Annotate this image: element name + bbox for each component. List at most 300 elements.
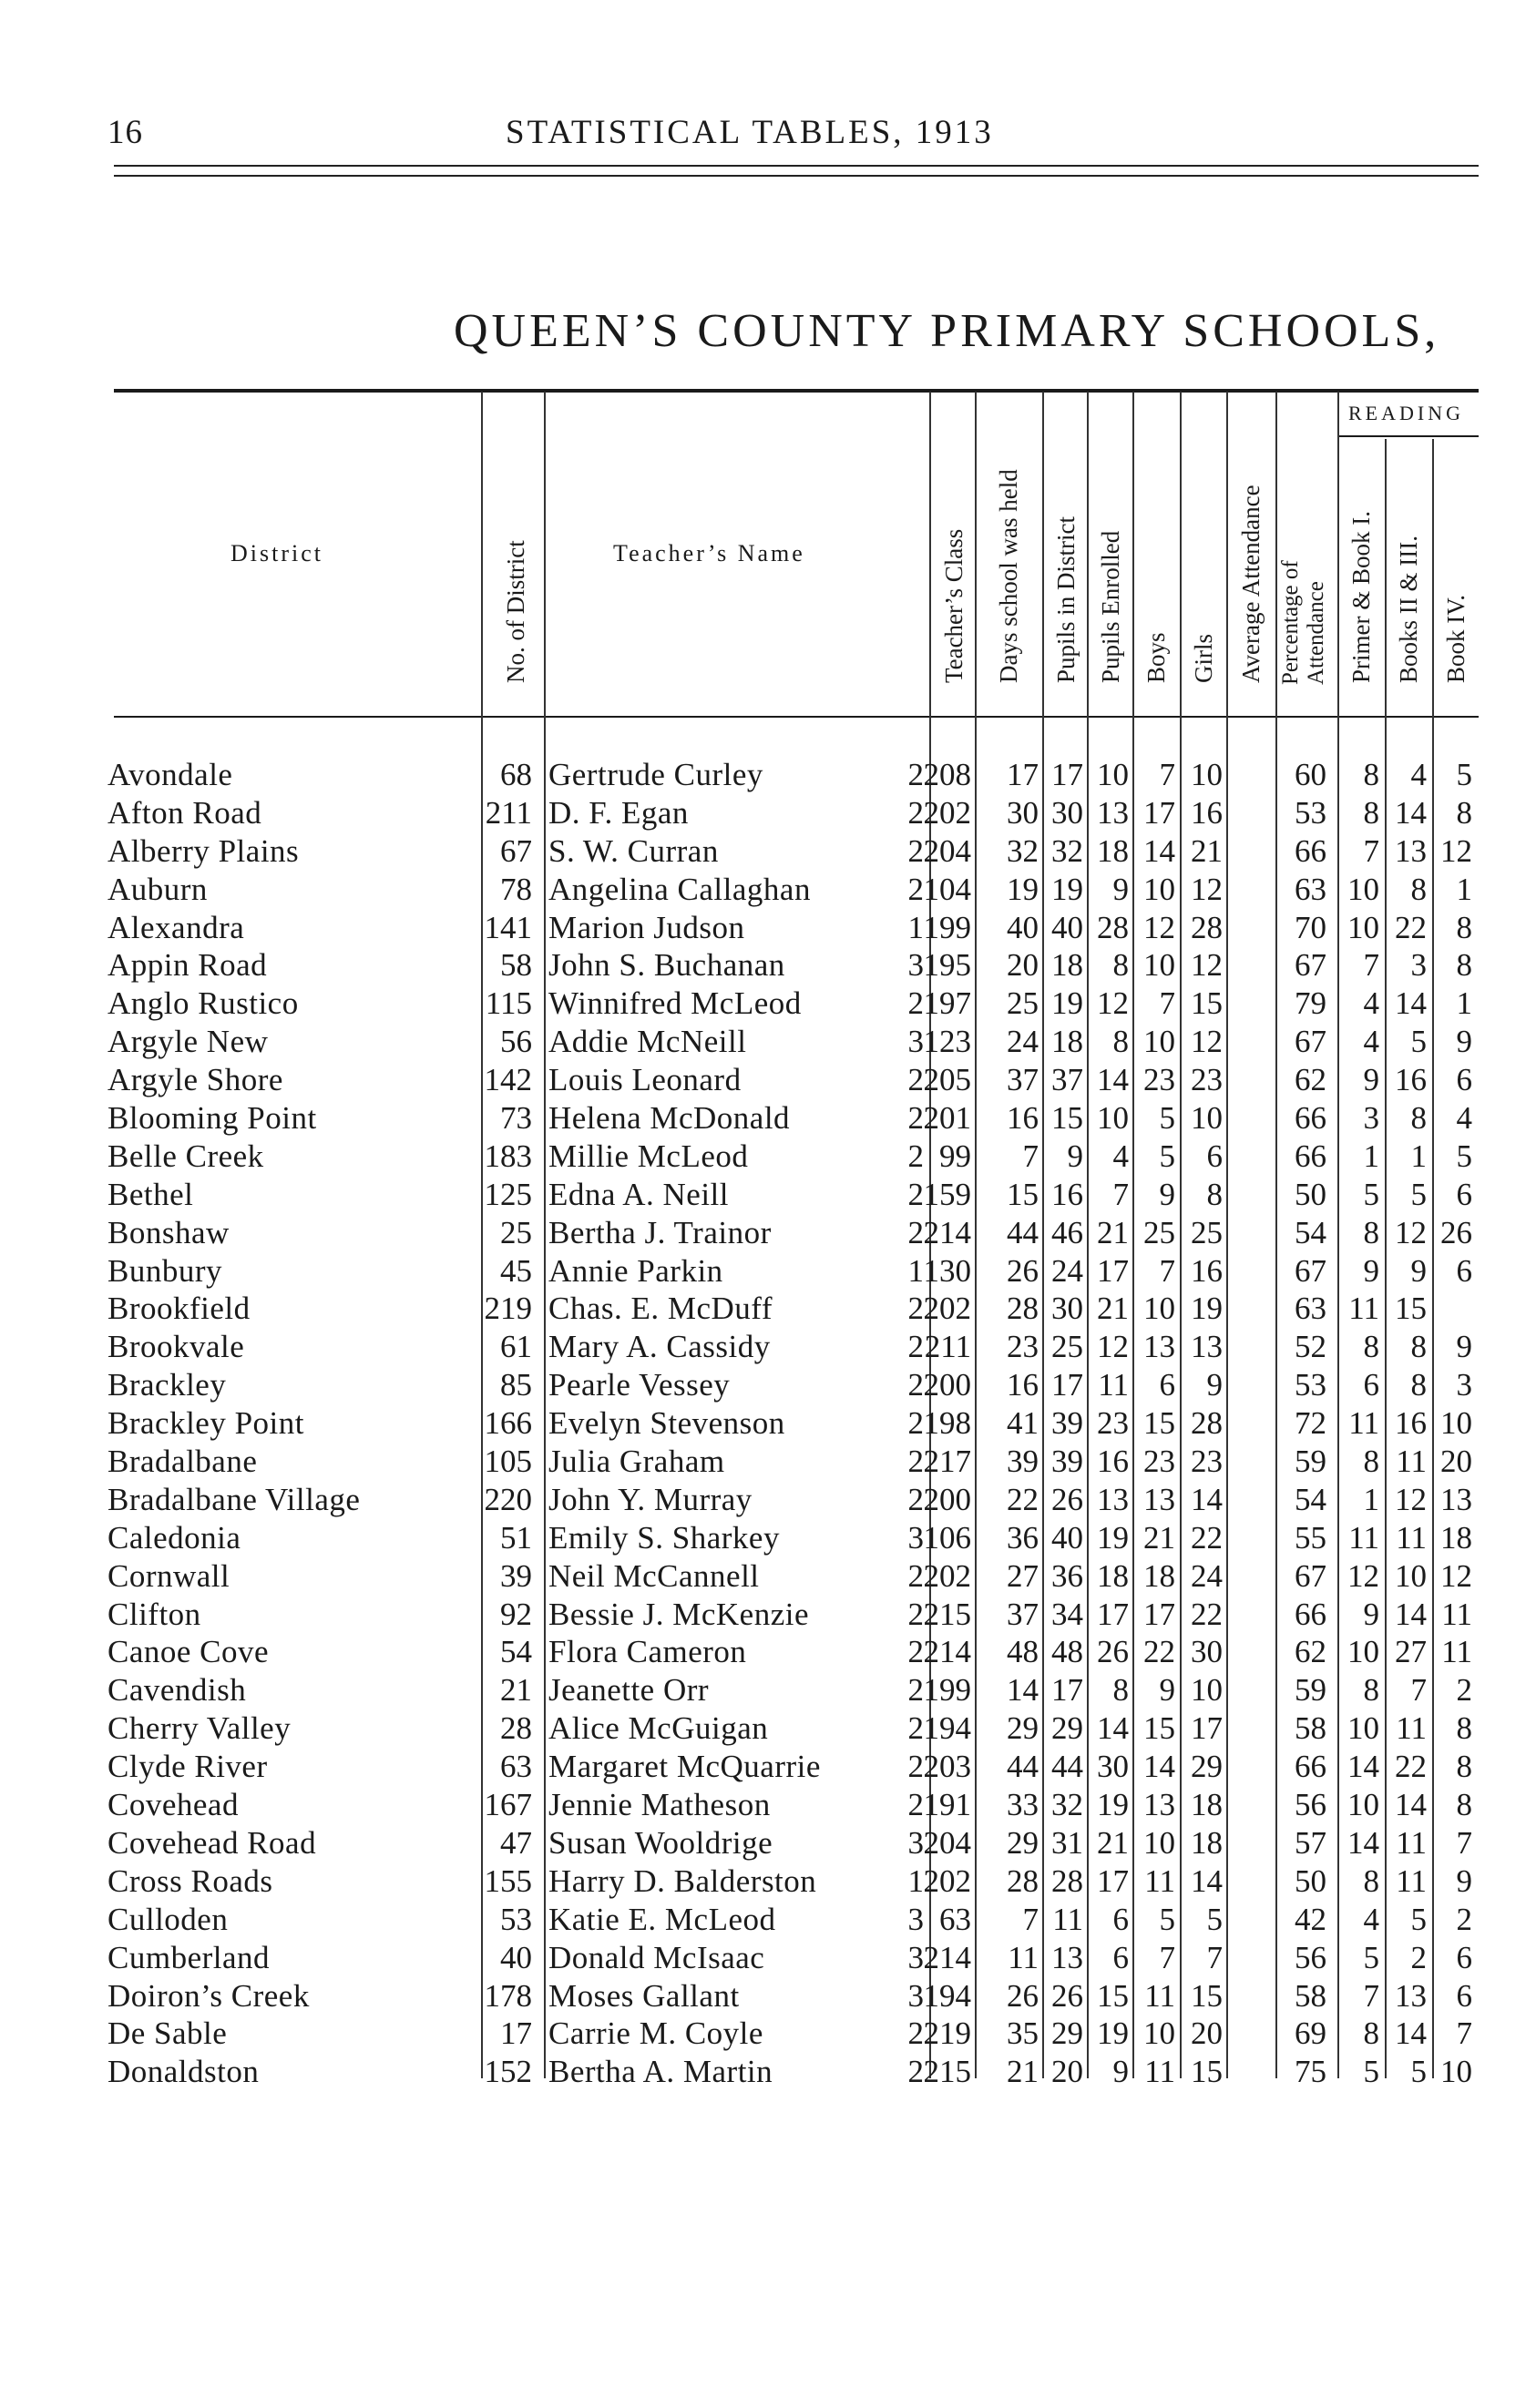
cell-teacher-name: Julia Graham <box>548 1444 725 1480</box>
cell-boys: 18 <box>1097 832 1129 869</box>
cell-books-2-3: 11 <box>1396 1862 1427 1899</box>
cell-teacher-name: Pearle Vessey <box>548 1367 731 1403</box>
cell-district: Brookvale <box>108 1329 245 1365</box>
cell-primer-book1: 11 <box>1348 1291 1379 1327</box>
cell-teachers-class: 2 <box>907 1100 924 1137</box>
cell-teachers-class: 2 <box>907 2015 924 2052</box>
top-rule <box>114 165 1479 167</box>
cell-teacher-name: Bertha A. Martin <box>548 2054 773 2090</box>
cell-average-attendance: 8 <box>1206 1176 1223 1212</box>
cell-boys: 28 <box>1097 909 1129 945</box>
cell-no-of-district: 73 <box>500 1100 532 1137</box>
table-row <box>0 1214 1536 1252</box>
cell-average-attendance: 12 <box>1191 947 1223 984</box>
cell-percentage-attendance: 59 <box>1295 1672 1326 1709</box>
cell-no-of-district: 155 <box>484 1862 532 1899</box>
cell-teacher-name: Mary A. Cassidy <box>548 1329 771 1365</box>
cell-average-attendance: 19 <box>1191 1291 1223 1327</box>
cell-teacher-name: Helena McDonald <box>548 1100 791 1137</box>
cell-book-4: 2 <box>1456 1901 1472 1937</box>
cell-primer-book1: 8 <box>1363 1862 1379 1899</box>
cell-average-attendance: 15 <box>1191 985 1223 1022</box>
cell-books-2-3: 9 <box>1410 1252 1427 1289</box>
cell-teacher-name: Louis Leonard <box>548 1062 742 1098</box>
cell-percentage-attendance: 79 <box>1295 985 1326 1022</box>
cell-boys: 17 <box>1097 1862 1129 1899</box>
cell-primer-book1: 5 <box>1363 1176 1379 1212</box>
cell-book-4: 2 <box>1456 1672 1472 1709</box>
header-pupils-enrolled: Pupils Enrolled <box>1096 530 1124 683</box>
cell-teacher-name: D. F. Egan <box>548 794 689 831</box>
cell-days-held: 200 <box>923 1481 971 1517</box>
header-pupils-in-district: Pupils in District <box>1051 515 1080 683</box>
cell-book-4: 8 <box>1456 947 1472 984</box>
cell-no-of-district: 28 <box>500 1710 532 1747</box>
cell-days-held: 201 <box>923 1100 971 1137</box>
cell-girls: 10 <box>1143 1291 1175 1327</box>
cell-boys: 14 <box>1097 1710 1129 1747</box>
cell-average-attendance: 29 <box>1191 1749 1223 1785</box>
table-row <box>0 2015 1536 2053</box>
cell-teacher-name: Evelyn Stevenson <box>548 1405 785 1442</box>
cell-teachers-class: 2 <box>907 1481 924 1517</box>
cell-teacher-name: S. W. Curran <box>548 832 719 869</box>
cell-pupils-in-district: 44 <box>1007 1749 1039 1785</box>
cell-girls: 7 <box>1159 757 1175 792</box>
cell-primer-book1: 11 <box>1348 1519 1379 1556</box>
table-row <box>0 1977 1536 2015</box>
cell-no-of-district: 141 <box>484 909 532 945</box>
table-row <box>0 946 1536 985</box>
cell-district: Cornwall <box>108 1557 230 1594</box>
cell-days-held: 204 <box>923 832 971 869</box>
cell-book-4: 11 <box>1441 1634 1472 1670</box>
cell-days-held: 194 <box>923 1710 971 1747</box>
cell-pupils-in-district: 39 <box>1007 1444 1039 1480</box>
cell-books-2-3: 4 <box>1410 757 1427 792</box>
cell-books-2-3: 16 <box>1395 1405 1427 1442</box>
cell-books-2-3: 12 <box>1395 1214 1427 1250</box>
cell-percentage-attendance: 53 <box>1295 794 1326 831</box>
cell-district: Brackley Point <box>108 1405 304 1442</box>
cell-primer-book1: 8 <box>1363 1329 1379 1365</box>
cell-no-of-district: 183 <box>484 1138 532 1174</box>
page-title: QUEEN’S COUNTY PRIMARY SCHOOLS, <box>454 305 1440 357</box>
cell-girls: 23 <box>1143 1444 1175 1480</box>
cell-primer-book1: 7 <box>1363 947 1379 984</box>
cell-district: Auburn <box>108 871 208 907</box>
cell-average-attendance: 17 <box>1191 1710 1223 1747</box>
cell-books-2-3: 5 <box>1410 1176 1427 1212</box>
cell-pupils-enrolled: 13 <box>1051 1939 1083 1975</box>
cell-teachers-class: 2 <box>907 985 924 1022</box>
cell-book-4: 18 <box>1440 1519 1472 1556</box>
cell-average-attendance: 25 <box>1191 1214 1223 1250</box>
cell-average-attendance: 14 <box>1191 1481 1223 1517</box>
cell-book-4: 6 <box>1456 1977 1472 2014</box>
cell-district: Brookfield <box>108 1291 251 1327</box>
cell-percentage-attendance: 67 <box>1295 1024 1326 1060</box>
cell-teacher-name: Jeanette Orr <box>548 1672 710 1709</box>
cell-pupils-in-district: 17 <box>1007 757 1039 792</box>
cell-primer-book1: 3 <box>1363 1100 1379 1137</box>
cell-pupils-enrolled: 24 <box>1051 1252 1083 1289</box>
cell-pupils-in-district: 11 <box>1008 1939 1039 1975</box>
table-row <box>0 985 1536 1023</box>
cell-girls: 17 <box>1143 794 1175 831</box>
cell-teacher-name: Winnifred McLeod <box>548 985 802 1022</box>
cell-boys: 23 <box>1097 1405 1129 1442</box>
cell-books-2-3: 15 <box>1395 1291 1427 1327</box>
cell-boys: 6 <box>1112 1901 1129 1937</box>
cell-boys: 9 <box>1112 871 1129 907</box>
cell-percentage-attendance: 66 <box>1295 832 1326 869</box>
header-boys: Boys <box>1142 632 1170 683</box>
cell-girls: 15 <box>1143 1405 1175 1442</box>
cell-district: Bradalbane Village <box>108 1481 361 1517</box>
cell-district: Blooming Point <box>108 1100 317 1137</box>
cell-teachers-class: 3 <box>907 1901 924 1937</box>
cell-no-of-district: 17 <box>500 2015 532 2052</box>
cell-days-held: 104 <box>923 871 971 907</box>
cell-book-4: 8 <box>1456 909 1472 945</box>
cell-no-of-district: 58 <box>500 947 532 984</box>
cell-teachers-class: 2 <box>907 1062 924 1098</box>
header-book-4: Book IV. <box>1441 594 1469 683</box>
header-district: District <box>230 540 323 566</box>
cell-percentage-attendance: 60 <box>1295 757 1326 792</box>
cell-boys: 11 <box>1098 1367 1129 1403</box>
cell-girls: 6 <box>1159 1367 1175 1403</box>
cell-pupils-enrolled: 18 <box>1051 947 1083 984</box>
cell-no-of-district: 166 <box>484 1405 532 1442</box>
cell-percentage-attendance: 56 <box>1295 1939 1326 1975</box>
header-reading: READING <box>1348 402 1464 424</box>
cell-district: Avondale <box>108 757 233 792</box>
cell-days-held: 197 <box>923 985 971 1022</box>
cell-girls: 5 <box>1159 1100 1175 1137</box>
cell-teachers-class: 2 <box>907 1405 924 1442</box>
cell-books-2-3: 14 <box>1395 985 1427 1022</box>
cell-average-attendance: 30 <box>1191 1634 1223 1670</box>
cell-pupils-in-district: 32 <box>1007 832 1039 869</box>
cell-teacher-name: Neil McCannell <box>548 1557 760 1594</box>
cell-pupils-enrolled: 20 <box>1051 2054 1083 2090</box>
cell-average-attendance: 9 <box>1206 1367 1223 1403</box>
cell-primer-book1: 10 <box>1347 871 1379 907</box>
cell-no-of-district: 167 <box>484 1787 532 1823</box>
cell-books-2-3: 8 <box>1410 1367 1427 1403</box>
cell-books-2-3: 5 <box>1410 2054 1427 2090</box>
cell-books-2-3: 5 <box>1410 1024 1427 1060</box>
header-average-attendance: Average Attendance <box>1236 485 1265 683</box>
cell-pupils-in-district: 16 <box>1007 1100 1039 1137</box>
cell-books-2-3: 2 <box>1410 1939 1427 1975</box>
table-row <box>0 1709 1536 1748</box>
cell-percentage-attendance: 67 <box>1295 947 1326 984</box>
cell-pupils-enrolled: 15 <box>1051 1100 1083 1137</box>
cell-books-2-3: 7 <box>1410 1672 1427 1709</box>
cell-pupils-in-district: 14 <box>1007 1672 1039 1709</box>
cell-boys: 4 <box>1112 1138 1129 1174</box>
cell-primer-book1: 4 <box>1363 1024 1379 1060</box>
cell-primer-book1: 7 <box>1363 1977 1379 2014</box>
cell-no-of-district: 125 <box>484 1176 532 1212</box>
cell-books-2-3: 11 <box>1396 1444 1427 1480</box>
cell-primer-book1: 8 <box>1363 1672 1379 1709</box>
header-girls: Girls <box>1189 633 1217 683</box>
cell-boys: 12 <box>1097 1329 1129 1365</box>
cell-percentage-attendance: 67 <box>1295 1252 1326 1289</box>
cell-percentage-attendance: 66 <box>1295 1100 1326 1137</box>
table-row <box>0 2053 1536 2091</box>
cell-pupils-enrolled: 29 <box>1051 1710 1083 1747</box>
cell-average-attendance: 28 <box>1191 1405 1223 1442</box>
cell-pupils-enrolled: 40 <box>1051 1519 1083 1556</box>
cell-girls: 9 <box>1159 1176 1175 1212</box>
cell-teacher-name: Addie McNeill <box>548 1024 747 1060</box>
cell-boys: 19 <box>1097 1519 1129 1556</box>
cell-teachers-class: 2 <box>907 1749 924 1785</box>
header-days-held: Days school was held <box>994 468 1022 683</box>
cell-no-of-district: 25 <box>500 1214 532 1250</box>
cell-book-4: 6 <box>1456 1062 1472 1098</box>
cell-pupils-enrolled: 17 <box>1051 1367 1083 1403</box>
cell-percentage-attendance: 69 <box>1295 2015 1326 2052</box>
cell-percentage-attendance: 55 <box>1295 1519 1326 1556</box>
cell-pupils-enrolled: 30 <box>1051 794 1083 831</box>
cell-percentage-attendance: 75 <box>1295 2054 1326 2090</box>
cell-boys: 16 <box>1097 1444 1129 1480</box>
cell-average-attendance: 20 <box>1191 2015 1223 2052</box>
cell-district: Appin Road <box>108 947 268 984</box>
cell-percentage-attendance: 66 <box>1295 1138 1326 1174</box>
cell-book-4: 7 <box>1456 2015 1472 2052</box>
cell-primer-book1: 9 <box>1363 1252 1379 1289</box>
cell-pupils-enrolled: 17 <box>1051 1672 1083 1709</box>
cell-books-2-3: 27 <box>1395 1634 1427 1670</box>
cell-average-attendance: 6 <box>1206 1138 1223 1174</box>
cell-teacher-name: Gertrude Curley <box>548 757 763 792</box>
cell-no-of-district: 40 <box>500 1939 532 1975</box>
cell-teacher-name: Bessie J. McKenzie <box>548 1596 810 1632</box>
page-number: 16 <box>108 114 143 151</box>
cell-district: Cherry Valley <box>108 1710 292 1747</box>
cell-girls: 7 <box>1159 1252 1175 1289</box>
cell-books-2-3: 3 <box>1410 947 1427 984</box>
cell-primer-book1: 10 <box>1347 1710 1379 1747</box>
cell-pupils-in-district: 19 <box>1007 871 1039 907</box>
table-row <box>0 1443 1536 1481</box>
cell-book-4: 8 <box>1456 1710 1472 1747</box>
cell-girls: 11 <box>1144 1862 1175 1899</box>
cell-days-held: 195 <box>923 947 971 984</box>
cell-average-attendance: 22 <box>1191 1596 1223 1632</box>
cell-book-4: 9 <box>1456 1329 1472 1365</box>
cell-girls: 13 <box>1143 1787 1175 1823</box>
cell-teachers-class: 1 <box>907 909 924 945</box>
cell-days-held: 214 <box>923 1939 971 1975</box>
cell-pupils-in-district: 29 <box>1007 1824 1039 1861</box>
cell-books-2-3: 8 <box>1410 1329 1427 1365</box>
cell-boys: 13 <box>1097 1481 1129 1517</box>
cell-teacher-name: Marion Judson <box>548 909 745 945</box>
cell-district: Culloden <box>108 1901 229 1937</box>
cell-pupils-enrolled: 11 <box>1052 1901 1083 1937</box>
cell-teacher-name: Carrie M. Coyle <box>548 2015 763 2052</box>
table-top-rule <box>114 389 1479 393</box>
cell-pupils-enrolled: 28 <box>1051 1862 1083 1899</box>
cell-boys: 30 <box>1097 1749 1129 1785</box>
cell-teacher-name: Alice McGuigan <box>548 1710 769 1747</box>
cell-pupils-in-district: 16 <box>1007 1367 1039 1403</box>
cell-primer-book1: 6 <box>1363 1367 1379 1403</box>
cell-district: Brackley <box>108 1367 227 1403</box>
table-row <box>0 1939 1536 1977</box>
cell-pupils-in-district: 28 <box>1007 1291 1039 1327</box>
cell-district: Alexandra <box>108 909 245 945</box>
cell-books-2-3: 22 <box>1395 909 1427 945</box>
cell-books-2-3: 11 <box>1396 1710 1427 1747</box>
cell-boys: 17 <box>1097 1252 1129 1289</box>
cell-book-4: 4 <box>1456 1100 1472 1137</box>
cell-district: Bonshaw <box>108 1214 230 1250</box>
table-row <box>0 1596 1536 1634</box>
header-no-of-district: No. of District <box>501 539 529 683</box>
cell-percentage-attendance: 56 <box>1295 1787 1326 1823</box>
cell-average-attendance: 7 <box>1206 1939 1223 1975</box>
top-rule-second <box>114 175 1479 177</box>
cell-days-held: 219 <box>923 2015 971 2052</box>
cell-days-held: 208 <box>923 757 971 792</box>
cell-books-2-3: 13 <box>1395 1977 1427 2014</box>
cell-pupils-in-district: 37 <box>1007 1596 1039 1632</box>
table-row <box>0 1404 1536 1443</box>
cell-district: Argyle Shore <box>108 1062 283 1098</box>
cell-days-held: 202 <box>923 794 971 831</box>
cell-days-held: 203 <box>923 1749 971 1785</box>
cell-pupils-enrolled: 39 <box>1051 1405 1083 1442</box>
cell-average-attendance: 23 <box>1191 1062 1223 1098</box>
header-percentage-attendance-line2: Attendance <box>1303 580 1328 685</box>
cell-books-2-3: 14 <box>1395 1787 1427 1823</box>
cell-days-held: 99 <box>939 1138 971 1174</box>
cell-girls: 14 <box>1143 1749 1175 1785</box>
cell-teacher-name: Bertha J. Trainor <box>548 1214 772 1250</box>
cell-percentage-attendance: 66 <box>1295 1596 1326 1632</box>
cell-days-held: 202 <box>923 1291 971 1327</box>
cell-no-of-district: 51 <box>500 1519 532 1556</box>
cell-percentage-attendance: 63 <box>1295 871 1326 907</box>
cell-books-2-3: 11 <box>1396 1824 1427 1861</box>
cell-days-held: 215 <box>923 1596 971 1632</box>
cell-girls: 10 <box>1143 947 1175 984</box>
cell-days-held: 214 <box>923 1214 971 1250</box>
table-row <box>0 1862 1536 1901</box>
cell-pupils-in-district: 7 <box>1022 1138 1039 1174</box>
cell-district: De Sable <box>108 2015 228 2052</box>
table-row <box>0 832 1536 871</box>
cell-district: Argyle New <box>108 1024 269 1060</box>
cell-district: Clyde River <box>108 1749 268 1785</box>
header-percentage-attendance: Percentage of <box>1277 560 1303 685</box>
cell-no-of-district: 115 <box>485 985 532 1022</box>
cell-teacher-name: Chas. E. McDuff <box>548 1291 773 1327</box>
cell-teachers-class: 2 <box>907 871 924 907</box>
cell-boys: 21 <box>1097 1214 1129 1250</box>
cell-district: Donaldston <box>108 2054 260 2090</box>
cell-girls: 10 <box>1143 871 1175 907</box>
cell-teacher-name: Margaret McQuarrie <box>548 1749 821 1785</box>
cell-days-held: 199 <box>923 909 971 945</box>
cell-average-attendance: 18 <box>1191 1824 1223 1861</box>
cell-pupils-in-district: 35 <box>1007 2015 1039 2052</box>
table-row <box>0 1366 1536 1404</box>
cell-pupils-enrolled: 46 <box>1051 1214 1083 1250</box>
cell-girls: 25 <box>1143 1214 1175 1250</box>
cell-books-2-3: 11 <box>1396 1519 1427 1556</box>
cell-boys: 21 <box>1097 1291 1129 1327</box>
cell-teacher-name: Jennie Matheson <box>548 1787 771 1823</box>
cell-books-2-3: 8 <box>1410 1100 1427 1137</box>
cell-teachers-class: 3 <box>907 1824 924 1861</box>
table-row <box>0 1748 1536 1786</box>
cell-boys: 9 <box>1112 2054 1129 2090</box>
cell-days-held: 211 <box>924 1329 971 1365</box>
cell-no-of-district: 105 <box>484 1444 532 1480</box>
cell-primer-book1: 5 <box>1363 2054 1379 2090</box>
cell-book-4: 10 <box>1440 1405 1472 1442</box>
cell-no-of-district: 152 <box>484 2054 532 2090</box>
cell-teachers-class: 3 <box>907 1024 924 1060</box>
table-row <box>0 1023 1536 1061</box>
cell-district: Covehead Road <box>108 1824 317 1861</box>
table-row <box>0 1901 1536 1939</box>
cell-no-of-district: 45 <box>500 1252 532 1289</box>
cell-pupils-in-district: 7 <box>1022 1901 1039 1937</box>
cell-pupils-in-district: 36 <box>1007 1519 1039 1556</box>
table-row <box>0 1290 1536 1328</box>
table-row <box>0 1138 1536 1176</box>
cell-percentage-attendance: 53 <box>1295 1367 1326 1403</box>
cell-percentage-attendance: 72 <box>1295 1405 1326 1442</box>
table-row <box>0 1252 1536 1291</box>
cell-primer-book1: 8 <box>1363 1214 1379 1250</box>
cell-teacher-name: Annie Parkin <box>548 1252 723 1289</box>
cell-percentage-attendance: 63 <box>1295 1291 1326 1327</box>
cell-pupils-enrolled: 36 <box>1051 1557 1083 1594</box>
cell-girls: 15 <box>1143 1710 1175 1747</box>
cell-girls: 7 <box>1159 1939 1175 1975</box>
cell-days-held: 202 <box>923 1557 971 1594</box>
cell-no-of-district: 78 <box>500 871 532 907</box>
cell-percentage-attendance: 57 <box>1295 1824 1326 1861</box>
cell-pupils-enrolled: 48 <box>1051 1634 1083 1670</box>
cell-teachers-class: 2 <box>907 832 924 869</box>
cell-pupils-in-district: 22 <box>1007 1481 1039 1517</box>
cell-days-held: 198 <box>923 1405 971 1442</box>
cell-book-4: 20 <box>1440 1444 1472 1480</box>
cell-book-4: 1 <box>1456 871 1472 907</box>
cell-teachers-class: 3 <box>907 1977 924 2014</box>
cell-girls: 12 <box>1143 909 1175 945</box>
cell-girls: 11 <box>1144 2054 1175 2090</box>
cell-teachers-class: 2 <box>907 794 924 831</box>
cell-days-held: 204 <box>923 1824 971 1861</box>
cell-days-held: 199 <box>923 1672 971 1709</box>
cell-average-attendance: 14 <box>1191 1862 1223 1899</box>
header-teachers-class: Teacher’s Class <box>939 528 968 683</box>
